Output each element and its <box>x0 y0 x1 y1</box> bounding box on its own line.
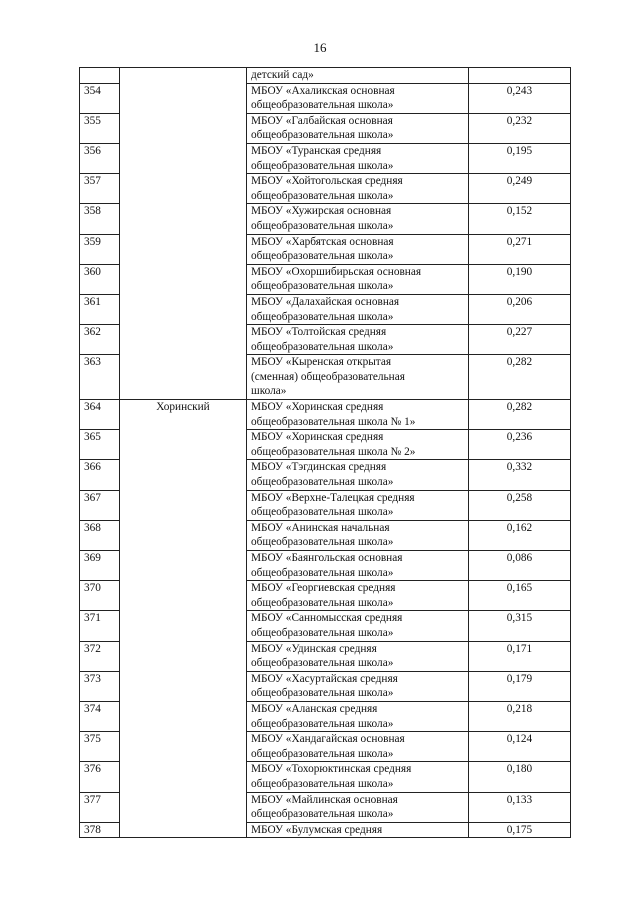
value-cell: 0,152 <box>469 204 571 234</box>
value-cell: 0,218 <box>469 701 571 731</box>
school-name-cell: МБОУ «Хойтогольская средняя общеобразовательная школа» <box>247 174 469 204</box>
value-cell: 0,133 <box>469 792 571 822</box>
table-row <box>80 325 571 355</box>
value-cell: 0,227 <box>469 325 571 355</box>
value-cell: 0,190 <box>469 264 571 294</box>
schools-table <box>79 67 571 838</box>
district-cell <box>120 460 247 490</box>
value-cell: 0,162 <box>469 520 571 550</box>
school-name-cell: МБОУ «Ахаликская основная общеобразовательная школа» <box>247 83 469 113</box>
school-name-cell: МБОУ «Хоринская средняя общеобразовательная школа № 2» <box>247 430 469 460</box>
value-cell: 0,258 <box>469 490 571 520</box>
table-row <box>80 83 571 113</box>
row-number-cell: 361 <box>80 294 120 324</box>
district-cell <box>120 822 247 838</box>
district-cell <box>120 641 247 671</box>
value-cell: 0,315 <box>469 611 571 641</box>
district-cell <box>120 551 247 581</box>
table-row <box>80 400 571 430</box>
school-name-cell: МБОУ «Толтойская средняя общеобразовательная школа» <box>247 325 469 355</box>
table-row <box>80 174 571 204</box>
row-number-cell: 357 <box>80 174 120 204</box>
value-cell: 0,243 <box>469 83 571 113</box>
district-cell <box>120 671 247 701</box>
school-name-cell: МБОУ «Аланская средняя общеобразовательная школа» <box>247 701 469 731</box>
row-number-cell: 373 <box>80 671 120 701</box>
row-number-cell: 370 <box>80 581 120 611</box>
table-row <box>80 204 571 234</box>
value-cell: 0,332 <box>469 460 571 490</box>
row-number-cell: 378 <box>80 822 120 838</box>
district-cell <box>120 143 247 173</box>
district-cell <box>120 264 247 294</box>
table-row <box>80 822 571 838</box>
district-cell <box>120 611 247 641</box>
school-name-cell: МБОУ «Удинская средняя общеобразовательная школа» <box>247 641 469 671</box>
row-number-cell: 362 <box>80 325 120 355</box>
value-cell: 0,165 <box>469 581 571 611</box>
table-row <box>80 490 571 520</box>
district-cell <box>120 792 247 822</box>
school-name-cell: МБОУ «Харбятская основная общеобразовательная школа» <box>247 234 469 264</box>
district-cell <box>120 732 247 762</box>
district-cell <box>120 204 247 234</box>
value-cell: 0,206 <box>469 294 571 324</box>
table-row <box>80 732 571 762</box>
school-name-cell: детский сад» <box>247 68 469 84</box>
district-cell <box>120 83 247 113</box>
value-cell: 0,124 <box>469 732 571 762</box>
value-cell <box>469 68 571 84</box>
row-number-cell: 356 <box>80 143 120 173</box>
school-name-cell: МБОУ «Тэгдинская средняя общеобразовательная школа» <box>247 460 469 490</box>
district-cell <box>120 762 247 792</box>
value-cell: 0,282 <box>469 355 571 400</box>
school-name-cell: МБОУ «Санномысская средняя общеобразовательная школа» <box>247 611 469 641</box>
row-number-cell: 368 <box>80 520 120 550</box>
schools-table-body <box>80 68 571 838</box>
district-cell <box>120 581 247 611</box>
district-cell <box>120 294 247 324</box>
school-name-cell: МБОУ «Хоринская средняя общеобразовательная школа № 1» <box>247 400 469 430</box>
table-row <box>80 68 571 84</box>
school-name-cell: МБОУ «Анинская начальная общеобразовательная школа» <box>247 520 469 550</box>
district-cell <box>120 174 247 204</box>
table-row <box>80 671 571 701</box>
school-name-cell: МБОУ «Кыренская открытая (сменная) общеобразовательная школа» <box>247 355 469 400</box>
district-cell: Хоринский <box>120 400 247 430</box>
value-cell: 0,232 <box>469 113 571 143</box>
value-cell: 0,282 <box>469 400 571 430</box>
row-number-cell: 354 <box>80 83 120 113</box>
value-cell: 0,171 <box>469 641 571 671</box>
row-number-cell: 371 <box>80 611 120 641</box>
value-cell: 0,271 <box>469 234 571 264</box>
table-row <box>80 792 571 822</box>
value-cell: 0,236 <box>469 430 571 460</box>
value-cell: 0,195 <box>469 143 571 173</box>
row-number-cell: 377 <box>80 792 120 822</box>
row-number-cell: 375 <box>80 732 120 762</box>
table-row <box>80 762 571 792</box>
row-number-cell: 365 <box>80 430 120 460</box>
district-cell <box>120 234 247 264</box>
table-row <box>80 611 571 641</box>
row-number-cell <box>80 68 120 84</box>
school-name-cell: МБОУ «Галбайская основная общеобразовательная школа» <box>247 113 469 143</box>
school-name-cell: МБОУ «Верхне-Талецкая средняя общеобразовательная школа» <box>247 490 469 520</box>
row-number-cell: 369 <box>80 551 120 581</box>
school-name-cell: МБОУ «Баянгольская основная общеобразовательная школа» <box>247 551 469 581</box>
district-cell <box>120 355 247 400</box>
row-number-cell: 360 <box>80 264 120 294</box>
table-row <box>80 143 571 173</box>
row-number-cell: 376 <box>80 762 120 792</box>
table-row <box>80 234 571 264</box>
district-cell <box>120 430 247 460</box>
table-row <box>80 294 571 324</box>
table-row <box>80 355 571 400</box>
row-number-cell: 358 <box>80 204 120 234</box>
value-cell: 0,086 <box>469 551 571 581</box>
value-cell: 0,179 <box>469 671 571 701</box>
school-name-cell: МБОУ «Далахайская основная общеобразовательная школа» <box>247 294 469 324</box>
row-number-cell: 366 <box>80 460 120 490</box>
school-name-cell: МБОУ «Хужирская основная общеобразовательная школа» <box>247 204 469 234</box>
school-name-cell: МБОУ «Тохорюктинская средняя общеобразовательная школа» <box>247 762 469 792</box>
school-name-cell: МБОУ «Хандагайская основная общеобразовательная школа» <box>247 732 469 762</box>
district-cell <box>120 520 247 550</box>
table-row <box>80 430 571 460</box>
table-row <box>80 460 571 490</box>
row-number-cell: 359 <box>80 234 120 264</box>
district-cell <box>120 113 247 143</box>
district-cell <box>120 490 247 520</box>
school-name-cell: МБОУ «Туранская средняя общеобразовательная школа» <box>247 143 469 173</box>
row-number-cell: 367 <box>80 490 120 520</box>
table-row <box>80 701 571 731</box>
table-row <box>80 520 571 550</box>
row-number-cell: 363 <box>80 355 120 400</box>
value-cell: 0,175 <box>469 822 571 838</box>
row-number-cell: 355 <box>80 113 120 143</box>
table-row <box>80 113 571 143</box>
table-row <box>80 264 571 294</box>
value-cell: 0,180 <box>469 762 571 792</box>
school-name-cell: МБОУ «Булумская средняя <box>247 822 469 838</box>
table-row <box>80 551 571 581</box>
table-row <box>80 641 571 671</box>
district-cell <box>120 68 247 84</box>
table-row <box>80 581 571 611</box>
school-name-cell: МБОУ «Георгиевская средняя общеобразовательная школа» <box>247 581 469 611</box>
school-name-cell: МБОУ «Охоршибирьская основная общеобразовательная школа» <box>247 264 469 294</box>
district-cell <box>120 701 247 731</box>
school-name-cell: МБОУ «Майлинская основная общеобразовательная школа» <box>247 792 469 822</box>
row-number-cell: 372 <box>80 641 120 671</box>
page-number: 16 <box>313 40 327 55</box>
value-cell: 0,249 <box>469 174 571 204</box>
row-number-cell: 364 <box>80 400 120 430</box>
district-cell <box>120 325 247 355</box>
row-number-cell: 374 <box>80 701 120 731</box>
school-name-cell: МБОУ «Хасуртайская средняя общеобразовательная школа» <box>247 671 469 701</box>
